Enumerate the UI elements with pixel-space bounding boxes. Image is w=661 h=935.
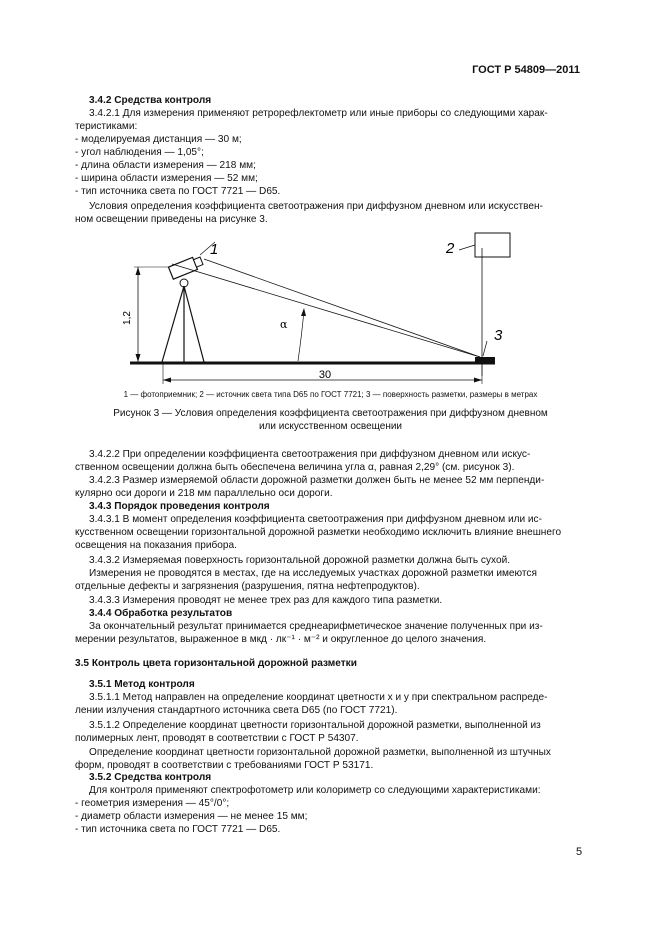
paragraph-line: отдельные дефекты и загрязнения (разрушения, пятна нефтепродуктов). bbox=[75, 581, 420, 592]
list-item: - моделируемая дистанция — 30 м; bbox=[75, 134, 242, 145]
leader-line-3 bbox=[483, 341, 487, 356]
list-item: - диаметр области измерения — не менее 15 мм; bbox=[75, 811, 308, 822]
section-3-4-2-title: 3.4.2 Средства контроля bbox=[89, 95, 212, 106]
paragraph-line: ном освещении приведены на рисунке 3. bbox=[75, 214, 268, 225]
arrow-up-icon bbox=[136, 267, 141, 275]
paragraph-line: Условия определения коэффициента светоотражения при диффузном дневном или искусствен- bbox=[89, 201, 543, 212]
list-item: - геометрия измерения — 45°/0°; bbox=[75, 798, 230, 809]
arrow-down-icon bbox=[136, 354, 141, 362]
beam-line-lower bbox=[172, 264, 480, 357]
section-3-5-2-title: 3.5.2 Средства контроля bbox=[89, 772, 212, 783]
section-3-4-3-title: 3.4.3 Порядок проведения контроля bbox=[89, 501, 270, 512]
paragraph-line: теристиками: bbox=[75, 121, 138, 132]
light-source-box bbox=[475, 233, 510, 257]
section-3-5-title: 3.5 Контроль цвета горизонтальной дорожной разметки bbox=[75, 658, 357, 669]
section-3-4-4-title: 3.4.4 Обработка результатов bbox=[89, 608, 233, 619]
figure-caption: или искусственном освещении bbox=[258, 421, 403, 432]
paragraph-line: 3.4.3.2 Измеряемая поверхность горизонтальной дорожной разметки должна быть сухой. bbox=[89, 555, 511, 566]
figure-legend: 1 — фотоприемник; 2 — источник света типа D65 по ГОСТ 7721; 3 — поверхность разметки, размеры в метрах bbox=[123, 390, 538, 399]
paragraph-line: 3.4.2.2 При определении коэффициента светоотражения при диффузном дневном или искус- bbox=[89, 449, 531, 460]
paragraph-line: ственном освещении должна быть обеспечена величина угла α, равная 2,29° (см. рисунок 3). bbox=[75, 462, 515, 473]
paragraph-line: 3.4.3.1 В момент определения коэффициента светоотражения при диффузном дневном или ис- bbox=[89, 514, 542, 525]
figure-3-diagram bbox=[120, 228, 560, 388]
paragraph-line: 3.5.1.1 Метод направлен на определение координат цветности x и y при спектральном распреде- bbox=[89, 692, 548, 703]
paragraph-line: Для контроля применяют спектрофотометр или колориметр со следующими характеристиками: bbox=[89, 785, 541, 796]
page-number: 5 bbox=[576, 846, 583, 858]
list-item: - ширина области измерения — 52 мм; bbox=[75, 173, 258, 184]
paragraph-line: 3.4.2.1 Для измерения применяют ретрорефлектометр или иные приборы со следующими харак- bbox=[89, 108, 548, 119]
marking-surface bbox=[475, 357, 495, 363]
leader-line-2 bbox=[459, 245, 475, 250]
list-item: - длина области измерения — 218 мм; bbox=[75, 160, 256, 171]
label-2: 2 bbox=[446, 240, 455, 257]
tripod-leg-right bbox=[184, 286, 204, 362]
paragraph-line: мерении результатов, выраженное в мкд · лк⁻¹ · м⁻² и округленное до целого значения. bbox=[75, 634, 487, 645]
document-header: ГОСТ Р 54809—2011 bbox=[472, 64, 580, 76]
section-3-5-1-title: 3.5.1 Метод контроля bbox=[89, 679, 195, 690]
paragraph-line: кусственном освещении горизонтальной дорожной разметки необходимо исключить влияние внешнего bbox=[75, 527, 562, 538]
distance-label: 30 bbox=[318, 369, 332, 381]
label-1: 1 bbox=[210, 241, 219, 258]
tripod-head bbox=[180, 279, 188, 287]
beam-line-upper bbox=[204, 259, 480, 357]
paragraph-line: полимерных лент, проводят в соответствии с ГОСТ Р 54307. bbox=[75, 733, 359, 744]
paragraph-line: За окончательный результат принимается среднеарифметическое значение полученных при из- bbox=[89, 621, 543, 632]
arrow-left-icon bbox=[163, 378, 171, 383]
paragraph-line: Определение координат цветности горизонтальной дорожной разметки, выполненной из штучных bbox=[89, 747, 551, 758]
paragraph-line: 3.4.3.3 Измерения проводят не менее трех раз для каждого типа разметки. bbox=[89, 595, 443, 606]
paragraph-line: освещения на показания прибора. bbox=[75, 540, 237, 551]
paragraph-line: 3.4.2.3 Размер измеряемой области дорожной разметки должен быть не менее 52 мм перпенди- bbox=[89, 475, 545, 486]
photodetector bbox=[168, 255, 203, 279]
figure-caption: Рисунок 3 — Условия определения коэффициента светоотражения при диффузном дневном bbox=[113, 408, 548, 419]
height-label: 1,2 bbox=[122, 311, 133, 325]
paragraph-line: Измерения не проводятся в местах, где на исследуемых участках дорожной разметки имеются bbox=[89, 568, 537, 579]
paragraph-line: кулярно оси дороги и 218 мм параллельно оси дороги. bbox=[75, 488, 333, 499]
paragraph-line: 3.5.1.2 Определение координат цветности горизонтальной дорожной разметки, выполненной из bbox=[89, 720, 541, 731]
label-3: 3 bbox=[494, 327, 503, 344]
arrow-up-icon bbox=[301, 308, 306, 316]
paragraph-line: форм, проводят в соответствии с требованиями ГОСТ Р 53171. bbox=[75, 760, 374, 771]
tripod-leg-left bbox=[162, 286, 184, 362]
paragraph-line: лении излучения стандартного источника света D65 (по ГОСТ 7721). bbox=[75, 705, 398, 716]
angle-arc bbox=[298, 310, 304, 361]
angle-alpha-label: α bbox=[280, 318, 288, 331]
list-item: - тип источника света по ГОСТ 7721 — D65. bbox=[75, 824, 281, 835]
arrow-right-icon bbox=[474, 378, 482, 383]
list-item: - угол наблюдения — 1,05°; bbox=[75, 147, 204, 158]
list-item: - тип источника света по ГОСТ 7721 — D65. bbox=[75, 186, 281, 197]
